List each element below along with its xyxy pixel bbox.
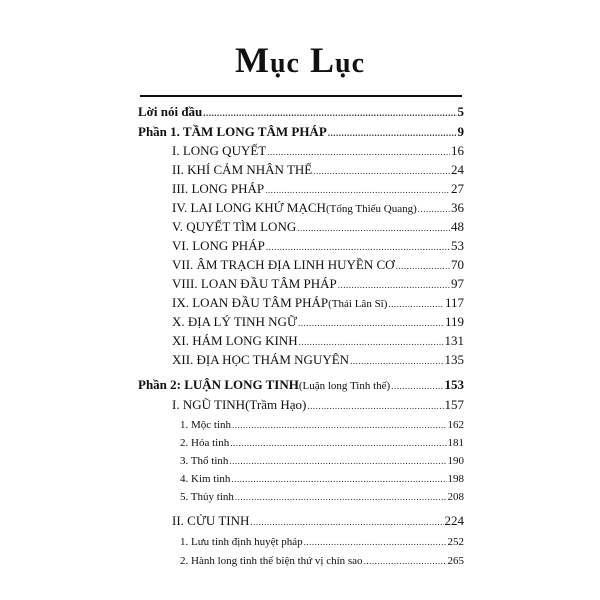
toc-entry-chapter[interactable]: IX. LOAN ĐẦU TÂM PHÁP (Thái Lân Sĩ) ..... 117	[172, 294, 464, 313]
dot-leader	[232, 416, 446, 434]
toc-entry-chapter[interactable]: V. QUYẾT TÌM LONG ..... 48	[172, 218, 464, 237]
toc-entry-chapter[interactable]: II. KHÍ CẢM NHÂN THẾ ..... 24	[172, 161, 464, 180]
dot-leader	[328, 124, 457, 142]
dot-leader	[299, 333, 444, 351]
toc-entry-chapter[interactable]: II. CỬU TINH ..... 224	[172, 512, 464, 531]
toc-entry-chapter[interactable]: I. NGŨ TINH (Trầm Hạo) ..... 157	[172, 396, 464, 415]
toc-entry-part-1[interactable]: Phần 1. TẦM LONG TÂM PHÁP ..... 9	[138, 123, 464, 142]
title-divider	[140, 95, 462, 97]
toc-entry-chapter[interactable]: XI. HÁM LONG KINH ..... 131	[172, 332, 464, 351]
dot-leader	[297, 219, 450, 237]
dot-leader	[265, 181, 450, 199]
toc-entry-section[interactable]: 2. Hỏa tinh ..... 181	[180, 434, 464, 452]
toc-entry-chapter[interactable]: VII. ÂM TRẠCH ĐỊA LINH HUYỀN CƠ ..... 70	[172, 256, 464, 275]
dot-leader	[235, 488, 447, 506]
dot-leader	[418, 200, 450, 218]
dot-leader	[230, 434, 446, 452]
dot-leader	[396, 257, 450, 275]
toc-entry-chapter[interactable]: I. LONG QUYẾT ..... 16	[172, 142, 464, 161]
dot-leader	[391, 377, 443, 395]
dot-leader	[304, 533, 447, 551]
toc-entry-chapter[interactable]: III. LONG PHÁP ..... 27	[172, 180, 464, 199]
toc-entry-section[interactable]: 1. Mộc tinh ..... 162	[180, 416, 464, 434]
dot-leader	[350, 352, 443, 370]
toc-entry-section[interactable]: 1. Lưu tinh định huyệt pháp ..... 252	[180, 533, 464, 551]
toc-entry-chapter[interactable]: VI. LONG PHÁP ..... 53	[172, 237, 464, 256]
dot-leader	[229, 452, 446, 470]
dot-leader	[250, 513, 443, 531]
dot-leader	[338, 276, 450, 294]
toc-entry-chapter[interactable]: VIII. LOAN ĐẦU TÂM PHÁP ..... 97	[172, 275, 464, 294]
dot-leader	[313, 162, 450, 180]
dot-leader	[266, 238, 450, 256]
toc-entry-part-2[interactable]: Phần 2: LUẬN LONG TINH (Luận long Tinh thế) ..... 153	[138, 376, 464, 395]
toc-entry-preface[interactable]: Lời nói đầu ..... 5	[138, 103, 464, 122]
dot-leader	[231, 470, 446, 488]
dot-leader	[364, 552, 447, 570]
page-title: Mục Lục	[235, 40, 365, 80]
toc-entry-chapter[interactable]: X. ĐỊA LÝ TINH NGỮ ..... 119	[172, 313, 464, 332]
dot-leader	[267, 143, 450, 161]
toc-entry-chapter[interactable]: IV. LAI LONG KHỨ MẠCH (Tống Thiếu Quang) ..... 36	[172, 199, 464, 218]
dot-leader	[388, 295, 444, 313]
toc-entry-section[interactable]: 2. Hành long tinh thế biện thứ vị chín sao ..... 265	[180, 552, 464, 570]
dot-leader	[298, 314, 444, 332]
dot-leader	[307, 397, 443, 415]
toc-entry-section[interactable]: 5. Thủy tinh ..... 208	[180, 488, 464, 506]
toc-entry-section[interactable]: 4. Kim tinh ..... 198	[180, 470, 464, 488]
toc-entry-chapter[interactable]: XII. ĐỊA HỌC THÁM NGUYÊN ..... 135	[172, 351, 464, 370]
toc-entry-section[interactable]: 3. Thổ tinh ..... 190	[180, 452, 464, 470]
dot-leader	[203, 104, 456, 122]
